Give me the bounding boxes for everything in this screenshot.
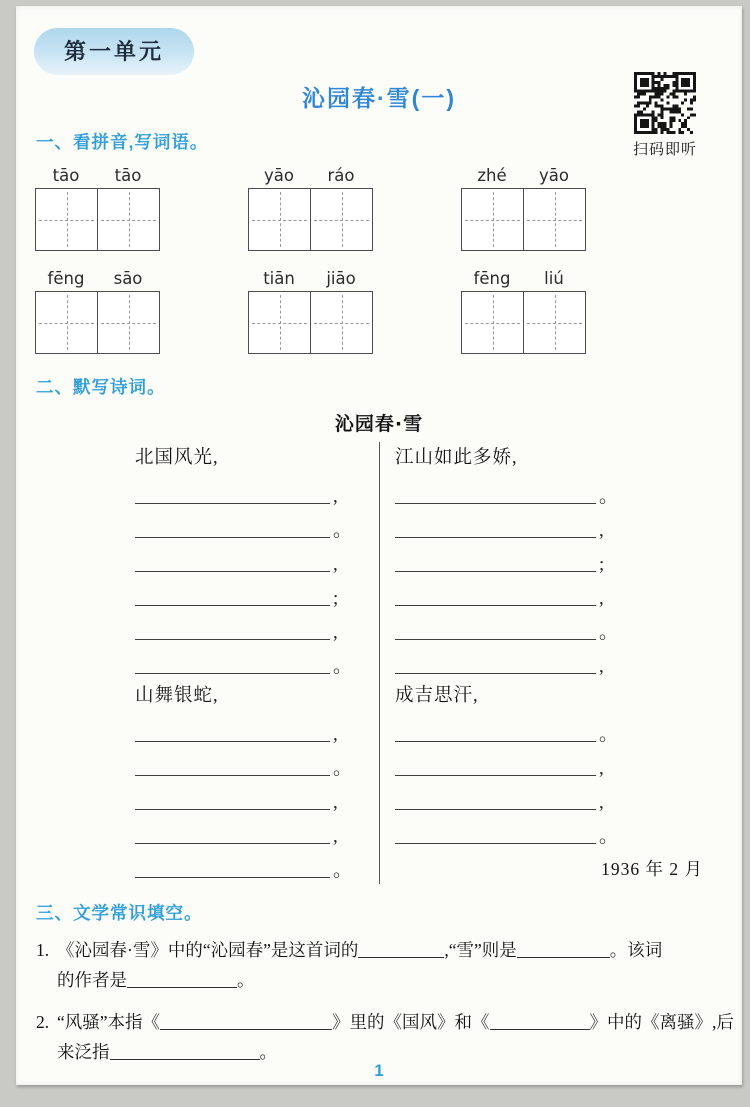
- fill-in-line: [57, 935, 722, 965]
- pinyin-syllable: liú: [544, 269, 564, 288]
- unit-badge: 第一单元: [34, 28, 194, 75]
- workbook-page: [16, 6, 742, 1085]
- punctuation-mark: ,: [333, 826, 338, 847]
- poem-dictation-area: [16, 442, 742, 884]
- punctuation-mark: 。: [333, 520, 353, 541]
- writing-cell[interactable]: [462, 189, 523, 250]
- page-number: 1: [374, 1061, 384, 1080]
- answer-underline[interactable]: [135, 673, 330, 674]
- poem-blank-line: [395, 578, 615, 612]
- punctuation-mark: ,: [333, 486, 338, 507]
- writing-cell[interactable]: [249, 189, 310, 250]
- punctuation-mark: 。: [599, 486, 619, 507]
- writing-grid: [248, 291, 373, 354]
- poem-text-line: 北国风光,: [135, 448, 219, 468]
- poem-blank-line: [395, 782, 615, 816]
- page-title: 沁园春·雪(一): [302, 85, 456, 111]
- poem-blank-line: [395, 612, 619, 646]
- section-two-heading: 二、默写诗词。: [36, 377, 166, 397]
- punctuation-mark: ,: [333, 724, 338, 745]
- pinyin-syllable: ráo: [327, 166, 355, 185]
- qr-caption: 扫码即听: [632, 142, 697, 158]
- pinyin-word-group: [35, 166, 160, 255]
- punctuation-mark: 。: [333, 758, 353, 779]
- writing-cell[interactable]: [310, 292, 372, 353]
- pinyin-syllable: jiāo: [326, 269, 356, 288]
- pinyin-word-group: [461, 269, 586, 358]
- poem-blank-line: [395, 646, 615, 680]
- answer-underline[interactable]: [135, 877, 330, 878]
- pinyin-syllable: tāo: [52, 166, 80, 185]
- poem-date: 1936 年 2 月: [601, 859, 703, 879]
- pinyin-syllable: yāo: [264, 166, 294, 185]
- answer-underline[interactable]: [135, 775, 330, 776]
- qr-code-icon: [634, 72, 696, 134]
- poem-blank-line: [135, 714, 349, 748]
- fill-in-line: [57, 1007, 734, 1037]
- answer-underline[interactable]: [135, 605, 330, 606]
- poem-blank-line: [395, 816, 619, 850]
- writing-cell[interactable]: [36, 292, 97, 353]
- punctuation-mark: ,: [333, 792, 338, 813]
- answer-underline[interactable]: [135, 843, 330, 844]
- poem-blank-line: [135, 612, 349, 646]
- answer-underline[interactable]: [395, 503, 596, 504]
- punctuation-mark: ,: [599, 792, 604, 813]
- pinyin-word-group: [248, 166, 373, 255]
- writing-cell[interactable]: [36, 189, 97, 250]
- question-text: 的作者是: [57, 970, 127, 990]
- poem-blank-line: [135, 782, 349, 816]
- poem-blank-line: [135, 578, 349, 612]
- poem-blank-line: [135, 476, 349, 510]
- pinyin-word-group: [248, 269, 373, 358]
- poem-blank-line: [395, 544, 615, 578]
- poem-blank-line: [135, 816, 349, 850]
- pinyin-row: [35, 166, 742, 255]
- pinyin-labels: [35, 269, 160, 288]
- punctuation-mark: ;: [599, 554, 605, 575]
- poem-left-column: [16, 442, 380, 884]
- fill-in-item: [36, 1007, 734, 1067]
- poem-blank-line: [395, 714, 619, 748]
- punctuation-mark: ,: [599, 520, 604, 541]
- pinyin-row: [35, 269, 742, 358]
- poem-text-line: 山舞银蛇,: [135, 686, 219, 706]
- pinyin-labels: [461, 269, 586, 288]
- punctuation-mark: ,: [599, 758, 604, 779]
- item-number: 2.: [36, 1012, 50, 1032]
- question-text: 《沁园春·雪》中的“沁园春”是这首词的: [57, 940, 359, 960]
- answer-underline[interactable]: [395, 571, 596, 572]
- writing-cell[interactable]: [523, 189, 585, 250]
- question-text: 》里的《国风》和《: [332, 1012, 490, 1032]
- answer-blank[interactable]: [127, 971, 237, 988]
- poem-text-line: 江山如此多娇,: [395, 448, 518, 468]
- poem-blank-line: [395, 748, 615, 782]
- poem-blank-line: [135, 850, 353, 884]
- punctuation-mark: 。: [333, 860, 353, 881]
- poem-right-lines: [395, 442, 619, 850]
- writing-cell[interactable]: [462, 292, 523, 353]
- writing-cell[interactable]: [97, 292, 159, 353]
- poem-title: 沁园春·雪: [334, 413, 424, 435]
- item-number: 1.: [36, 940, 50, 960]
- poem-blank-line: [135, 510, 353, 544]
- punctuation-mark: 。: [599, 622, 619, 643]
- pinyin-syllable: fēng: [47, 269, 85, 288]
- punctuation-mark: ;: [333, 588, 339, 609]
- answer-underline[interactable]: [395, 775, 596, 776]
- answer-underline[interactable]: [395, 673, 596, 674]
- poem-blank-line: [135, 544, 349, 578]
- answer-underline[interactable]: [395, 537, 596, 538]
- qr-block: [630, 72, 700, 159]
- answer-blank[interactable]: [517, 941, 610, 958]
- question-text: 。: [237, 970, 255, 990]
- poem-blank-line: [135, 646, 353, 680]
- punctuation-mark: 。: [599, 826, 619, 847]
- answer-blank[interactable]: [160, 1013, 332, 1030]
- answer-underline[interactable]: [135, 741, 330, 742]
- punctuation-mark: ,: [333, 554, 338, 575]
- pinyin-syllable: yāo: [539, 166, 569, 185]
- pinyin-exercise: [16, 166, 742, 358]
- answer-underline[interactable]: [135, 537, 330, 538]
- answer-underline[interactable]: [395, 741, 596, 742]
- question-text: 》中的《离骚》,后: [589, 1012, 734, 1032]
- punctuation-mark: ,: [333, 622, 338, 643]
- section-one-heading: 一、看拼音,写词语。: [36, 132, 209, 152]
- poem-blank-line: [135, 748, 353, 782]
- fill-in-item: [36, 935, 722, 995]
- writing-grid: [248, 188, 373, 251]
- poem-blank-line: [395, 510, 615, 544]
- answer-underline[interactable]: [395, 605, 596, 606]
- writing-cell[interactable]: [310, 189, 372, 250]
- pinyin-labels: [461, 166, 586, 185]
- question-text: 来泛指: [57, 1042, 110, 1062]
- punctuation-mark: 。: [599, 724, 619, 745]
- punctuation-mark: 。: [333, 656, 353, 677]
- pinyin-syllable: fēng: [473, 269, 511, 288]
- pinyin-syllable: zhé: [477, 166, 507, 185]
- answer-underline[interactable]: [135, 503, 330, 504]
- question-text: “风骚”本指《: [57, 1012, 161, 1032]
- pinyin-syllable: sāo: [113, 269, 143, 288]
- question-text: 。: [259, 1042, 277, 1062]
- answer-blank[interactable]: [358, 941, 444, 958]
- answer-underline[interactable]: [135, 571, 330, 572]
- writing-cell[interactable]: [97, 189, 159, 250]
- poem-text-line: 成吉思汗,: [395, 686, 479, 706]
- question-text: ,“雪”则是: [444, 940, 517, 960]
- poem-right-column: [380, 442, 742, 884]
- punctuation-mark: ,: [599, 588, 604, 609]
- answer-underline[interactable]: [135, 639, 330, 640]
- punctuation-mark: ,: [599, 656, 604, 677]
- writing-cell[interactable]: [249, 292, 310, 353]
- answer-underline[interactable]: [395, 843, 596, 844]
- answer-blank[interactable]: [490, 1013, 590, 1030]
- pinyin-syllable: tiān: [263, 269, 295, 288]
- pinyin-word-group: [35, 269, 160, 358]
- writing-grid: [461, 188, 586, 251]
- writing-grid: [461, 291, 586, 354]
- writing-grid: [35, 188, 160, 251]
- pinyin-labels: [35, 166, 160, 185]
- pinyin-labels: [248, 166, 373, 185]
- answer-blank[interactable]: [110, 1043, 260, 1060]
- question-text: 。该词: [609, 940, 663, 960]
- pinyin-labels: [248, 269, 373, 288]
- writing-grid: [35, 291, 160, 354]
- answer-underline[interactable]: [135, 809, 330, 810]
- answer-underline[interactable]: [395, 639, 596, 640]
- pinyin-syllable: tāo: [114, 166, 142, 185]
- fill-in-line: [57, 965, 722, 995]
- fill-in-items: [36, 935, 734, 1067]
- poem-blank-line: [395, 476, 619, 510]
- answer-underline[interactable]: [395, 809, 596, 810]
- section-three-heading: 三、文学常识填空。: [36, 903, 203, 923]
- pinyin-word-group: [461, 166, 586, 255]
- writing-cell[interactable]: [523, 292, 585, 353]
